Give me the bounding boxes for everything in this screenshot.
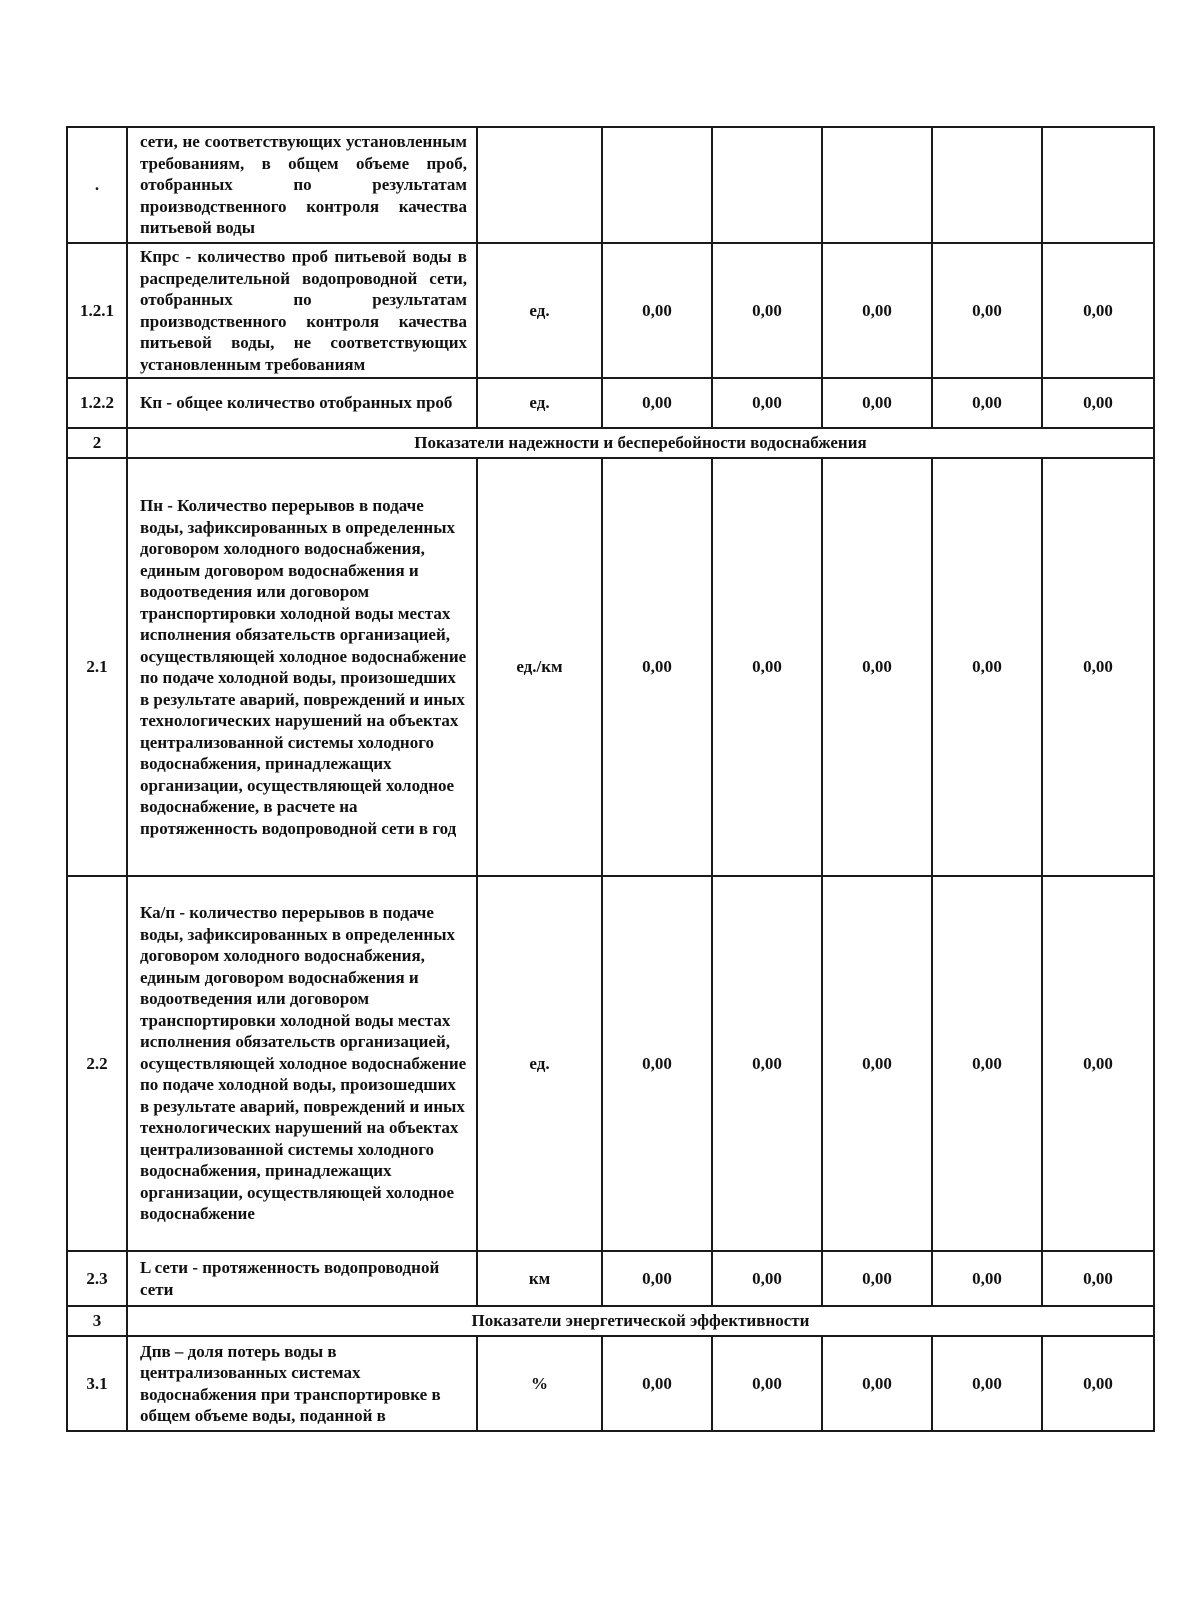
- table-row: [67, 876, 1154, 1251]
- section-row: [67, 428, 1154, 458]
- indicator-description: сети, не соответствующих установленным требованиям, в общем объеме проб, отобранных по результатам производственного контроля качества питьевой воды: [127, 127, 477, 243]
- unit-cell: ед.: [477, 876, 602, 1251]
- row-number: 2.2: [67, 876, 127, 1251]
- value-cell: 0,00: [1042, 458, 1154, 876]
- row-number: .: [67, 127, 127, 243]
- value-cell: 0,00: [712, 243, 822, 378]
- unit-cell: км: [477, 1251, 602, 1306]
- value-cell: 0,00: [712, 458, 822, 876]
- value-cell: 0,00: [932, 876, 1042, 1251]
- value-cell: 0,00: [822, 876, 932, 1251]
- unit-cell: [477, 127, 602, 243]
- value-cell: [1042, 127, 1154, 243]
- value-cell: [602, 127, 712, 243]
- section-title: Показатели надежности и бесперебойности водоснабжения: [127, 428, 1154, 458]
- value-cell: 0,00: [932, 1251, 1042, 1306]
- value-cell: 0,00: [822, 1251, 932, 1306]
- value-cell: 0,00: [602, 458, 712, 876]
- value-cell: 0,00: [822, 458, 932, 876]
- value-cell: 0,00: [602, 378, 712, 428]
- value-cell: 0,00: [712, 378, 822, 428]
- value-cell: 0,00: [822, 378, 932, 428]
- unit-cell: ед.: [477, 378, 602, 428]
- unit-cell: ед./км: [477, 458, 602, 876]
- table-row: [67, 1336, 1154, 1431]
- value-cell: 0,00: [822, 243, 932, 378]
- value-cell: 0,00: [932, 1336, 1042, 1431]
- value-cell: 0,00: [1042, 876, 1154, 1251]
- value-cell: [822, 127, 932, 243]
- table-body: [67, 127, 1154, 1431]
- value-cell: 0,00: [602, 1251, 712, 1306]
- value-cell: 0,00: [932, 243, 1042, 378]
- value-cell: 0,00: [712, 876, 822, 1251]
- table-row: [67, 127, 1154, 243]
- value-cell: 0,00: [932, 378, 1042, 428]
- indicators-table: [66, 126, 1155, 1432]
- value-cell: [932, 127, 1042, 243]
- value-cell: 0,00: [602, 243, 712, 378]
- row-number: 1.2.2: [67, 378, 127, 428]
- indicator-description: Пн - Количество перерывов в подаче воды, зафиксированных в определенных договором холодного водоснабжения, единым договором водоснабжения и водоотведения или договором транспортировки холодной воды местах исполнения обязательств организацией, осуществляющей холодное водоснабжение по подаче холодной воды, произошедших в результате аварий, повреждений и иных технологических нарушений на объектах централизованной системы холодного водоснабжения, принадлежащих организации, осуществляющей холодное водоснабжение, в расчете на протяженность водопроводной сети в год: [127, 458, 477, 876]
- value-cell: 0,00: [712, 1251, 822, 1306]
- row-number: 1.2.1: [67, 243, 127, 378]
- value-cell: 0,00: [932, 458, 1042, 876]
- value-cell: 0,00: [712, 1336, 822, 1431]
- unit-cell: ед.: [477, 243, 602, 378]
- value-cell: 0,00: [822, 1336, 932, 1431]
- value-cell: 0,00: [1042, 378, 1154, 428]
- section-number: 2: [67, 428, 127, 458]
- indicator-description: Дпв – доля потерь воды в централизованных системах водоснабжения при транспортировке в общем объеме воды, поданной в: [127, 1336, 477, 1431]
- value-cell: 0,00: [602, 876, 712, 1251]
- row-number: 2.1: [67, 458, 127, 876]
- row-number: 2.3: [67, 1251, 127, 1306]
- table-row: [67, 243, 1154, 378]
- indicator-description: Кпрс - количество проб питьевой воды в распределительной водопроводной сети, отобранных по результатам производственного контроля качества питьевой воды, не соответствующих установленным требованиям: [127, 243, 477, 378]
- document-page: [66, 126, 1153, 1432]
- table-row: [67, 458, 1154, 876]
- table-row: [67, 1251, 1154, 1306]
- value-cell: 0,00: [602, 1336, 712, 1431]
- section-row: [67, 1306, 1154, 1336]
- table-row: [67, 378, 1154, 428]
- indicator-description: Кп - общее количество отобранных проб: [127, 378, 477, 428]
- unit-cell: %: [477, 1336, 602, 1431]
- value-cell: [712, 127, 822, 243]
- indicator-description: Ка/п - количество перерывов в подаче воды, зафиксированных в определенных договором холодного водоснабжения, единым договором водоснабжения и водоотведения или договором транспортировки холодной воды местах исполнения обязательств организацией, осуществляющей холодное водоснабжение по подаче холодной воды, произошедших в результате аварий, повреждений и иных технологических нарушений на объектах централизованной системы холодного водоснабжения, принадлежащих организации, осуществляющей холодное водоснабжение: [127, 876, 477, 1251]
- value-cell: 0,00: [1042, 1251, 1154, 1306]
- section-title: Показатели энергетической эффективности: [127, 1306, 1154, 1336]
- indicator-description: L сети - протяженность водопроводной сети: [127, 1251, 477, 1306]
- value-cell: 0,00: [1042, 243, 1154, 378]
- row-number: 3.1: [67, 1336, 127, 1431]
- section-number: 3: [67, 1306, 127, 1336]
- value-cell: 0,00: [1042, 1336, 1154, 1431]
